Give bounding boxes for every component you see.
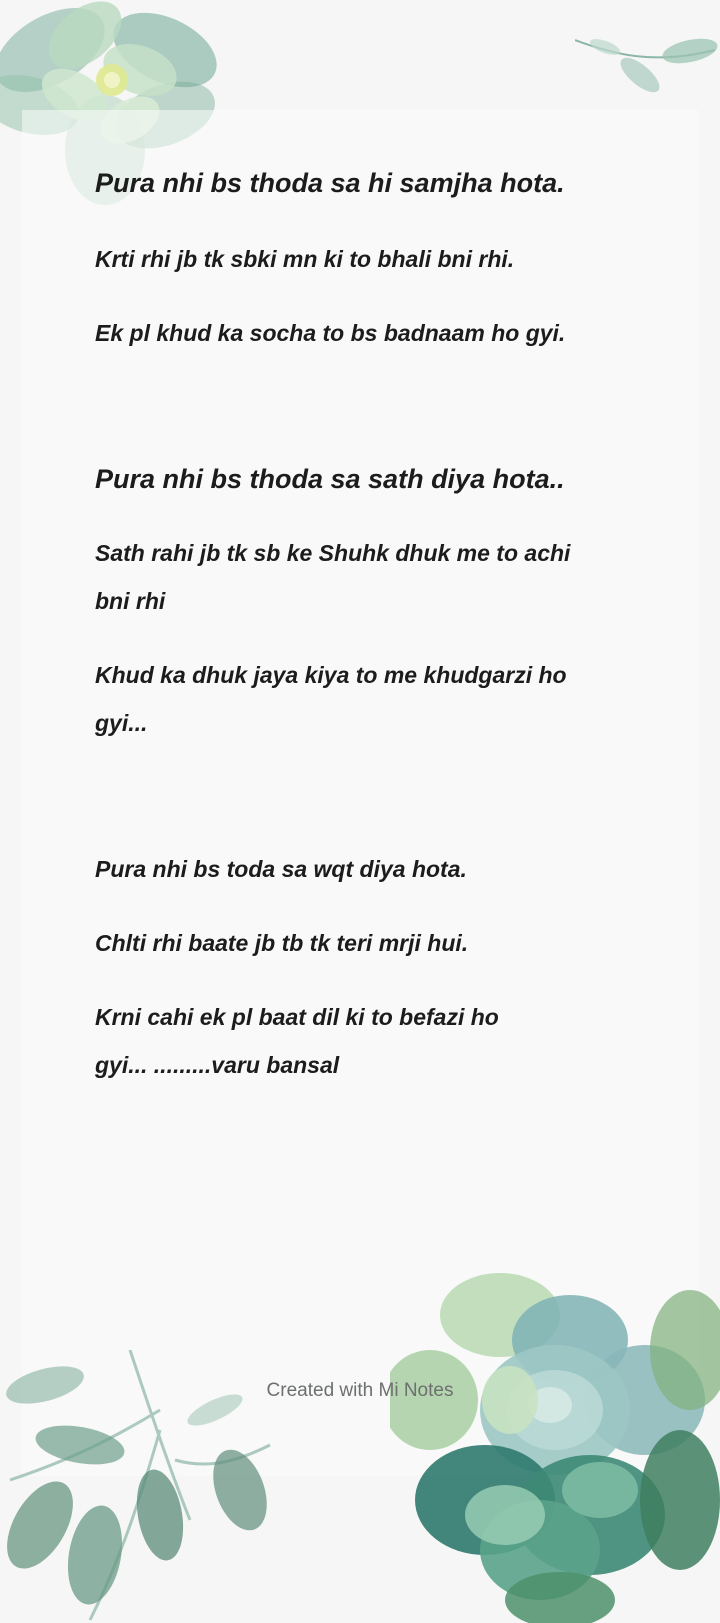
stanza2-line2b: gyi... xyxy=(95,710,148,736)
leaf-branch-decoration-icon xyxy=(575,25,720,105)
stanza1-title: Pura nhi bs thoda sa hi samjha hota. xyxy=(95,168,565,198)
footer-credit: Created with Mi Notes xyxy=(266,1380,454,1401)
stanza3-title: Pura nhi bs toda sa wqt diya hota. xyxy=(95,856,467,882)
stanza3-line1: Chlti rhi baate jb tb tk teri mrji hui. xyxy=(95,930,469,956)
stanza3-line2a: Krni cahi ek pl baat dil ki to befazi ho xyxy=(95,1004,499,1030)
stanza1-line1: Krti rhi jb tk sbki mn ki to bhali bni rhi. xyxy=(95,246,515,272)
stanza2-line2a: Khud ka dhuk jaya kiya to me khudgarzi ho xyxy=(95,662,567,688)
stanza2-title: Pura nhi bs thoda sa sath diya hota.. xyxy=(95,464,565,494)
stanza2-line1b: bni rhi xyxy=(95,588,166,614)
stanza2-line1a: Sath rahi jb tk sb ke Shuhk dhuk me to achi xyxy=(95,540,571,566)
succulent-cluster-decoration-icon xyxy=(390,1270,720,1623)
stanza1-line2: Ek pl khud ka socha to bs badnaam ho gyi. xyxy=(95,320,566,346)
stanza3-line2b: gyi... .........varu bansal xyxy=(95,1052,340,1078)
